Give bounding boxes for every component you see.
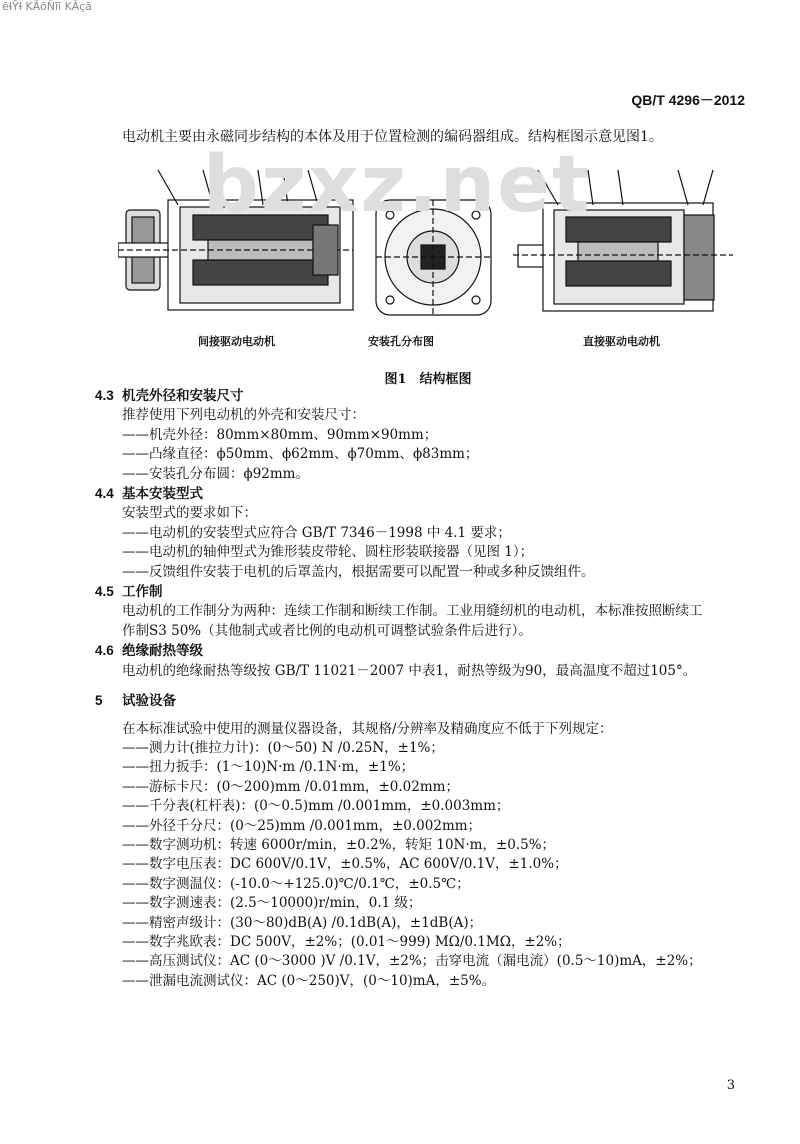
list-item: ——数字测速表：(2.5～10000)r/min，0.1 级； (122, 895, 422, 912)
caption-direct-drive: 直接驱动电动机 (583, 335, 660, 348)
list-item: ——数字测温仪：(-10.0～+125.0)℃/0.1℃，±0.5℃； (122, 875, 470, 892)
document-body (95, 386, 755, 991)
section-number: 5 (95, 693, 103, 709)
watermark: bzxz.net (203, 140, 592, 230)
page-number: 3 (726, 1078, 735, 1093)
list-item: ——安装孔分布圆：ϕ92mm。 (122, 465, 309, 482)
section-number: 4.4 (95, 486, 114, 502)
section-4-3-heading (95, 386, 755, 406)
section-title: 绝缘耐热等级 (122, 643, 203, 660)
list-item: ——电动机的轴伸型式为锥形装皮带轮、圆柱形装联接器（见图 1）； (122, 544, 534, 561)
text-line: 电动机的绝缘耐热等级按 GB/T 11021－2007 中表1，耐热等级为90，最高温度不超过105°。 (122, 662, 697, 679)
section-title: 工作制 (122, 584, 163, 601)
structure-figure (118, 140, 738, 395)
list-item: ——数字电压表：DC 600V/0.1V，±0.5%，AC 600V/0.1V，±1.0%； (122, 856, 568, 873)
list-item: ——精密声级计：(30～80)dB(A) /0.1dB(A)，±1dB(A)； (122, 914, 483, 931)
list-item: ——扭力扳手：(1～10)N·m /0.1N·m，±1%； (122, 759, 415, 776)
list-item: ——泄漏电流测试仪：AC (0～250)V，(0～10)mA，±5%。 (122, 972, 496, 989)
list-item: ——电动机的安装型式应符合 GB/T 7346－1998 中 4.1 要求； (122, 524, 511, 541)
text-line: 安装型式的要求如下： (122, 505, 257, 522)
text-line: 作制S3 50%（其他制式或者比例的电动机可调整试验条件后进行）。 (122, 622, 532, 639)
caption-mounting-holes: 安装孔分布图 (368, 335, 434, 348)
section-title: 基本安装型式 (122, 486, 203, 503)
list-item: ——高压测试仪：AC (0～3000 )V /0.1V，±2%；击穿电流（漏电流）(0.5～10)mA，±2%； (122, 953, 702, 970)
section-number: 4.3 (95, 388, 114, 403)
list-item: ——数字测功机：转速 6000r/min，±0.2%，转矩 10N·m，±0.5%； (122, 836, 556, 853)
list-item: ——反馈组件安装于电机的后罩盖内，根据需要可以配置一种或多种反馈组件。 (122, 563, 595, 580)
intro-paragraph: 电动机主要由永磁同步结构的本体及用于位置检测的编码器组成。结构框图示意见图1。 (122, 129, 663, 145)
corner-mark: ēƗŶƗ KĀōŇīī KĀçā (2, 0, 92, 13)
list-item: ——千分表(杠杆表)：(0～0.5)mm /0.001mm，±0.003mm； (122, 798, 510, 815)
list-item: ——凸缘直径：ϕ50mm、ϕ62mm、ϕ70mm、ϕ83mm； (122, 446, 479, 463)
text-line: 在本标准试验中使用的测量仪器设备，其规格/分辨率及精确度应不低于下列规定： (122, 720, 613, 737)
section-title: 机壳外径和安装尺寸 (122, 388, 244, 404)
section-4-6-heading (95, 641, 755, 661)
standard-code: QB/T 4296－2012 (631, 92, 745, 108)
list-item: ——游标卡尺：(0～200)mm /0.01mm，±0.02mm； (122, 778, 459, 795)
section-number: 4.5 (95, 584, 114, 600)
section-4-5-heading (95, 582, 755, 602)
figure-title: 图1 结构框图 (384, 372, 472, 387)
list-item: ——数字兆欧表：DC 500V，±2%；(0.01～999) MΩ/0.1MΩ，±2%； (122, 933, 571, 950)
section-title: 试验设备 (122, 693, 176, 710)
section-5-heading (95, 691, 755, 711)
text-line: 电动机的工作制分为两种：连续工作制和断续工作制。工业用缝纫机的电动机，本标准按照断续工 (122, 603, 703, 620)
text-line: 推荐使用下列电动机的外壳和安装尺寸： (122, 407, 365, 424)
list-item: ——机壳外径：80mm×80mm、90mm×90mm； (122, 426, 438, 443)
list-item: ——测力计(推拉力计)：(0～50) N /0.25N，±1%； (122, 739, 444, 756)
section-4-4-heading (95, 484, 755, 504)
list-item: ——外径千分尺：(0～25)mm /0.001mm，±0.002mm； (122, 817, 482, 834)
section-number: 4.6 (95, 643, 114, 659)
caption-indirect-drive: 间接驱动电动机 (198, 335, 275, 348)
